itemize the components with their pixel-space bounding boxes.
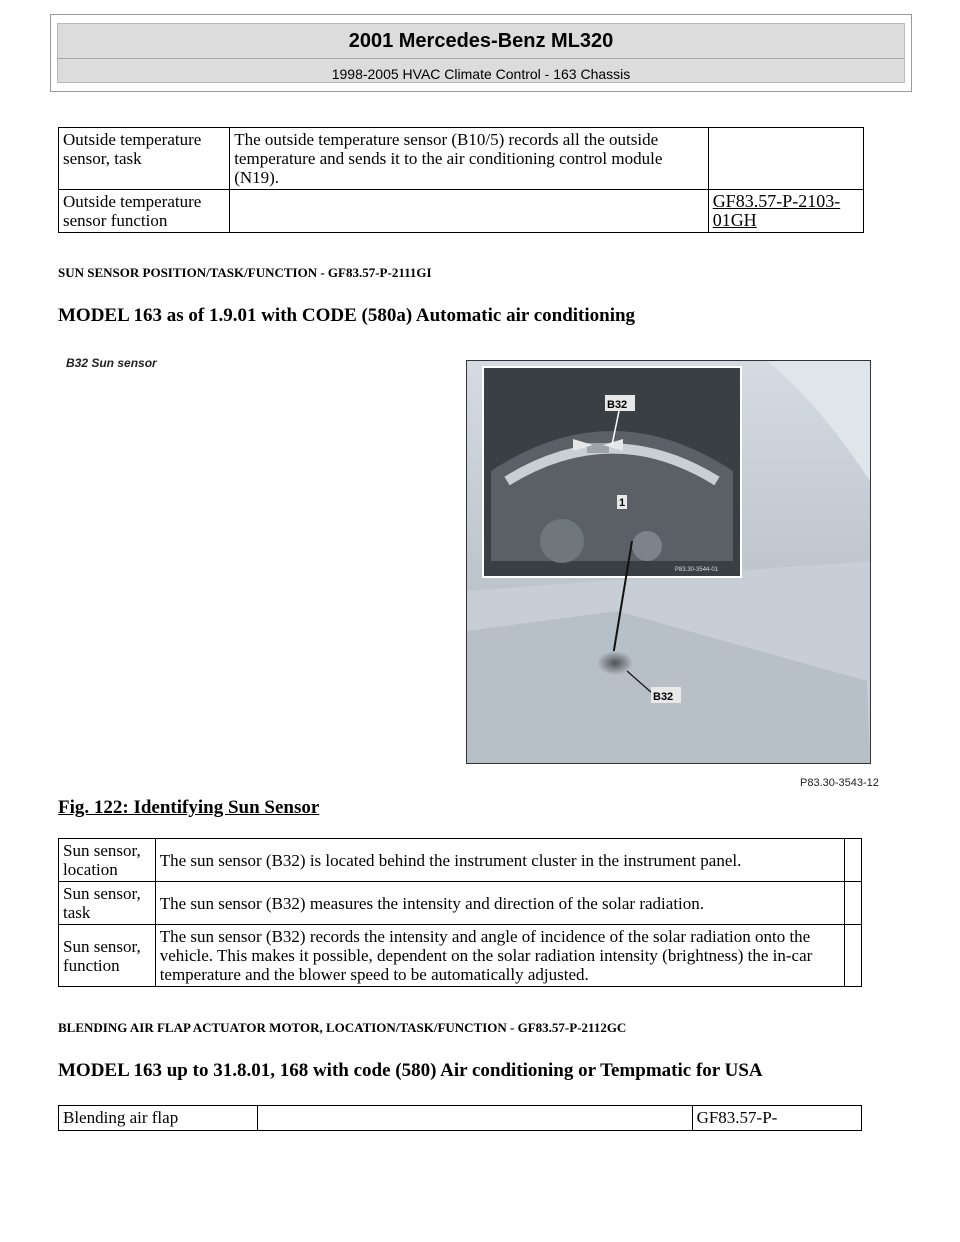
page-header <box>50 14 912 92</box>
document-title: 2001 Mercedes-Benz ML320 <box>348 30 614 52</box>
table-row <box>59 190 864 233</box>
row-label: Sun sensor, location <box>59 839 156 882</box>
row-spacer <box>845 882 862 925</box>
blending-flap-table <box>58 1105 862 1131</box>
table-row <box>59 882 862 925</box>
model-heading: MODEL 163 as of 1.9.01 with CODE (580a) Automatic air conditioning <box>58 305 636 326</box>
row-text: The sun sensor (B32) is located behind the instrument cluster in the instrument panel. <box>155 839 844 882</box>
row-ref <box>708 128 863 190</box>
callout-1: 1 <box>619 497 626 509</box>
row-text: The sun sensor (B32) records the intensity and angle of incidence of the solar radiation onto the vehicle. This makes it possible, dependent on the solar radiation intensity (brightness) the in-car temperature and the blower speed to be automatically adjusted. <box>155 925 844 987</box>
row-label: Outside temperature sensor, task <box>59 128 230 190</box>
table-row <box>59 839 862 882</box>
sun-sensor-table <box>58 838 862 987</box>
sun-sensor-photo <box>466 360 871 764</box>
row-ref <box>708 190 863 233</box>
model-heading: MODEL 163 up to 31.8.01, 168 with code (580) Air conditioning or Tempmatic for USA <box>58 1060 763 1081</box>
row-label: Outside temperature sensor function <box>59 190 230 233</box>
row-spacer <box>845 839 862 882</box>
callout-b32-bottom: B32 <box>653 691 674 703</box>
header-divider <box>58 58 904 59</box>
row-ref: GF83.57-P- <box>692 1106 861 1131</box>
row-text: The sun sensor (B32) measures the intensity and direction of the solar radiation. <box>155 882 844 925</box>
row-label: Sun sensor, function <box>59 925 156 987</box>
table-row <box>59 128 864 190</box>
section-heading: SUN SENSOR POSITION/TASK/FUNCTION - GF83.57-P-2111GI <box>58 265 432 280</box>
row-label: Blending air flap <box>59 1106 258 1131</box>
figure-caption: Fig. 122: Identifying Sun Sensor <box>58 797 320 818</box>
row-text <box>258 1106 692 1131</box>
row-text: The outside temperature sensor (B10/5) records all the outside temperature and sends it to the air conditioning control module (N19). <box>230 128 708 190</box>
photo-reference-code: P83.30-3543-12 <box>800 777 879 789</box>
reference-link[interactable]: GF83.57-P-2103-01GH <box>712 191 841 230</box>
section-heading: BLENDING AIR FLAP ACTUATOR MOTOR, LOCATION/TASK/FUNCTION - GF83.57-P-2112GC <box>58 1020 627 1035</box>
row-spacer <box>845 925 862 987</box>
photo-inset-code: P83.30-3544-01 <box>675 567 719 573</box>
photo-legend: B32 Sun sensor <box>66 356 157 370</box>
outside-temp-table <box>58 127 864 233</box>
table-row <box>59 925 862 987</box>
document-subtitle: 1998-2005 HVAC Climate Control - 163 Chassis <box>331 66 631 82</box>
row-text <box>230 190 708 233</box>
header-panel <box>57 23 905 83</box>
callout-b32-top: B32 <box>607 399 628 411</box>
table-row <box>59 1106 862 1131</box>
row-label: Sun sensor, task <box>59 882 156 925</box>
photo-illustration <box>467 361 870 763</box>
